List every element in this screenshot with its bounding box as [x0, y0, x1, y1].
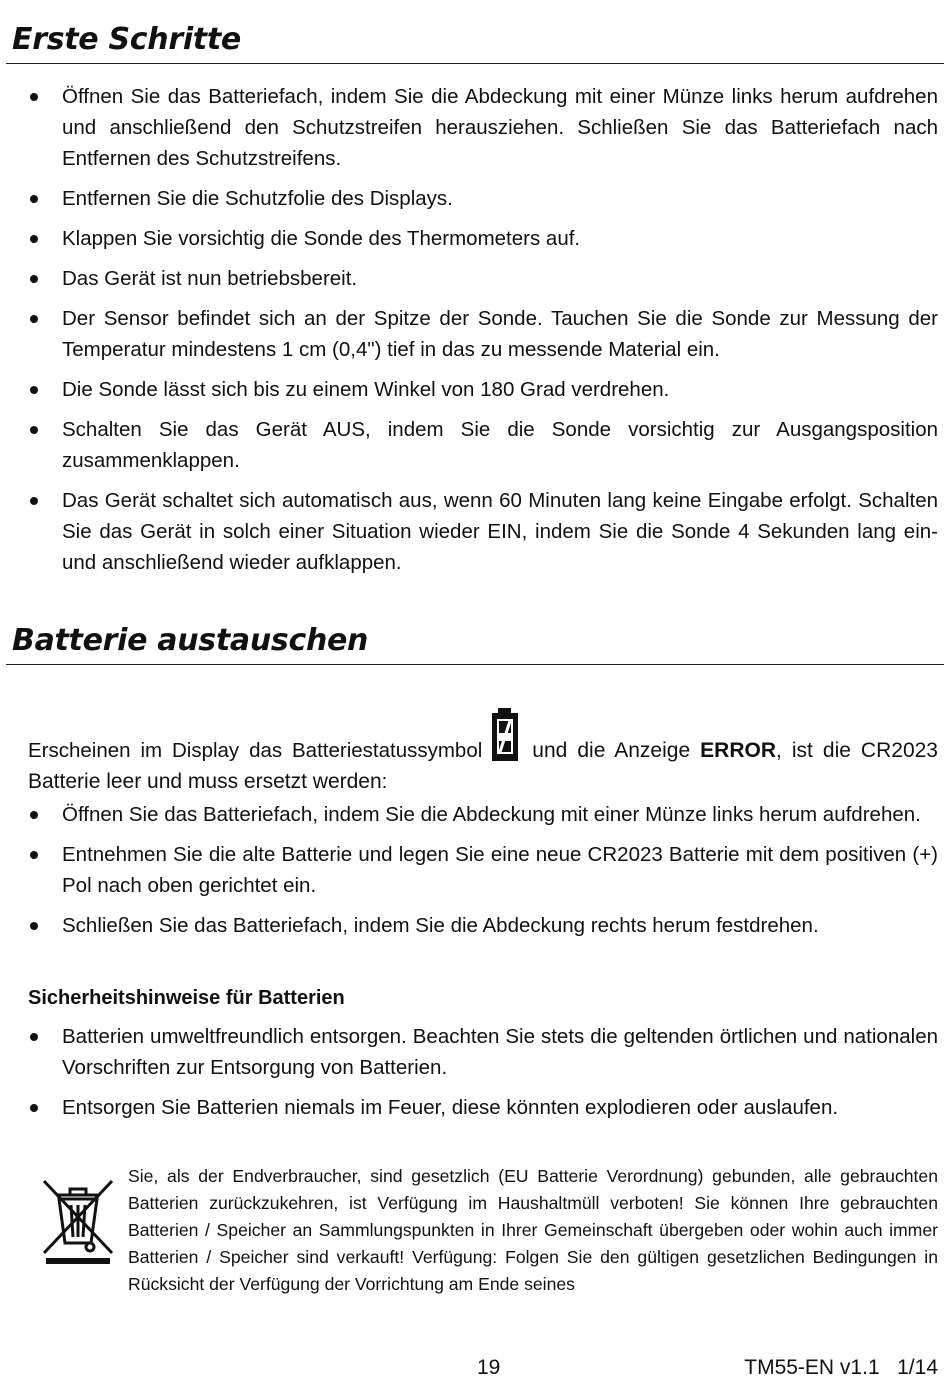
battery-status-icon	[488, 707, 522, 763]
list-item: Die Sonde lässt sich bis zu einem Winkel von 180 Grad verdrehen.	[28, 374, 938, 405]
first-steps-list	[28, 81, 938, 587]
battery-intro-text: , ist die CR2023 Batterie leer und muss ersetzt werden	[28, 739, 938, 793]
page-number: 19	[477, 1356, 501, 1379]
battery-intro-colon: :	[381, 770, 388, 793]
list-item: Öffnen Sie das Batteriefach, indem Sie die Abdeckung mit einer Münze links herum aufdrehen und anschließend den Schutzstreifen herausziehen. Schließen Sie das Batteriefach nach Entfernen des Schutzstreifens.	[28, 81, 938, 174]
section-rule	[6, 63, 944, 64]
list-item: Klappen Sie vorsichtig die Sonde des Thermometers auf.	[28, 223, 938, 254]
document-id: TM55-EN v1.1 1/14	[744, 1356, 938, 1379]
section-rule	[6, 664, 944, 665]
list-item: Der Sensor befindet sich an der Spitze der Sonde. Tauchen Sie die Sonde zur Messung der Temperatur mindestens 1 cm (0,4") tief in das zu messende Material ein.	[28, 303, 938, 365]
error-label: ERROR	[700, 739, 776, 762]
section-title-battery: Batterie austauschen	[12, 623, 369, 658]
battery-steps-list	[28, 799, 938, 950]
list-item: Das Gerät schaltet sich automatisch aus, wenn 60 Minuten lang keine Eingabe erfolgt. Schalten Sie das Gerät in solch einer Situation wieder EIN, indem Sie die Sonde 4 Sekunden lang ein- und anschließend wieder aufklappen.	[28, 485, 938, 578]
list-item: Schließen Sie das Batteriefach, indem Sie die Abdeckung rechts herum festdrehen.	[28, 910, 938, 941]
crossed-out-wheelie-bin-icon	[40, 1175, 116, 1265]
battery-disclaimer: Sie, als der Endverbraucher, sind gesetzlich (EU Batterie Verordnung) gebunden, alle gebrauchten Batterien zurückzukehren, ist Verfügung im Haushaltmüll verboten! Sie können Ihre gebrauchten Batterien / Speicher an Sammlungspunkten in Ihrer Gemeinschaft übergeben oder wohin auch immer Batterien / Speicher sind verkauft! Verfügung: Folgen Sie den gültigen gesetzlichen Bedingungen in Rücksicht der Verfügung der Vorrichtung am Ende seines	[128, 1166, 938, 1294]
list-item: Schalten Sie das Gerät AUS, indem Sie die Sonde vorsichtig zur Ausgangsposition zusammenklappen.	[28, 414, 938, 476]
section-title-first-steps: Erste Schritte	[12, 22, 241, 57]
battery-intro-text: Erscheinen im Display das Batteriestatussymbol	[28, 739, 483, 762]
battery-intro	[28, 707, 938, 797]
list-item: Entfernen Sie die Schutzfolie des Displays.	[28, 183, 938, 214]
list-item: Batterien umweltfreundlich entsorgen. Beachten Sie stets die geltenden örtlichen und nationalen Vorschriften zur Entsorgung von Batterien.	[28, 1021, 938, 1083]
list-item: Entsorgen Sie Batterien niemals im Feuer, diese könnten explodieren oder auslaufen.	[28, 1092, 938, 1123]
safety-heading: Sicherheitshinweise für Batterien	[28, 987, 345, 1009]
list-item: Das Gerät ist nun betriebsbereit.	[28, 263, 938, 294]
list-item: Entnehmen Sie die alte Batterie und legen Sie eine neue CR2023 Batterie mit dem positiven (+) Pol nach oben gerichtet ein.	[28, 839, 938, 901]
battery-intro-text: und die Anzeige	[532, 739, 701, 762]
safety-list	[28, 1021, 938, 1132]
list-item: Öffnen Sie das Batteriefach, indem Sie die Abdeckung mit einer Münze links herum aufdrehen.	[28, 799, 938, 830]
